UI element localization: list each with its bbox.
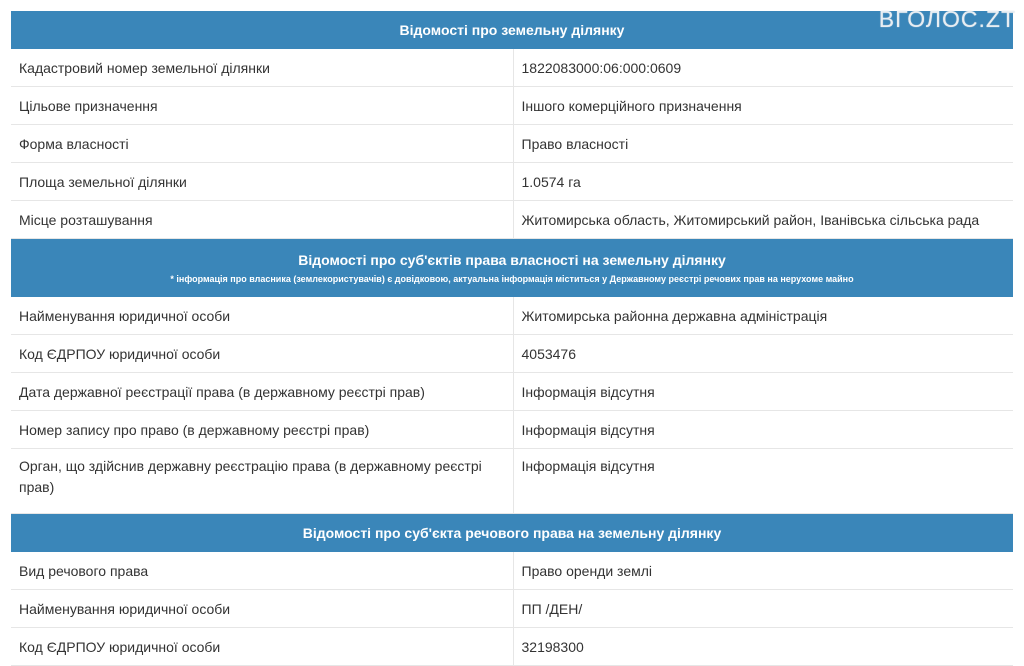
table-row [11, 297, 1013, 335]
row-value: Інформація відсутня [513, 411, 1013, 449]
table-row [11, 163, 1013, 201]
table-row [11, 449, 1013, 514]
row-value: Інформація відсутня [513, 373, 1013, 411]
row-key: Кадастровий номер земельної ділянки [11, 49, 513, 87]
table-row [11, 411, 1013, 449]
land-info-container [11, 10, 1013, 666]
section-header-land [11, 11, 1013, 50]
table-row [11, 373, 1013, 411]
table-row [11, 201, 1013, 239]
row-value: Іншого комерційного призначення [513, 87, 1013, 125]
row-value: Право оренди землі [513, 552, 1013, 590]
section-title [11, 239, 1013, 298]
row-value: Житомирська районна державна адміністрація [513, 297, 1013, 335]
row-value: 1.0574 га [513, 163, 1013, 201]
row-key: Площа земельної ділянки [11, 163, 513, 201]
row-value: ПП /ДЕН/ [513, 590, 1013, 628]
row-key: Вид речового права [11, 552, 513, 590]
section-header-rights [11, 514, 1013, 553]
row-key: Найменування юридичної особи [11, 297, 513, 335]
row-value: Інформація відсутня [513, 449, 1013, 514]
section-title-text: Відомості про суб'єктів права власності на земельну ділянку [298, 252, 726, 268]
row-value: 4053476 [513, 335, 1013, 373]
table-row [11, 590, 1013, 628]
section-title [11, 514, 1013, 553]
table-row [11, 49, 1013, 87]
row-value: Житомирська область, Житомирський район, Іванівська сільська рада [513, 201, 1013, 239]
land-info-table [11, 10, 1013, 666]
section-title-text: Відомості про земельну ділянку [399, 22, 625, 38]
row-key: Дата державної реєстрації права (в державному реєстрі прав) [11, 373, 513, 411]
row-key: Найменування юридичної особи [11, 590, 513, 628]
table-row [11, 335, 1013, 373]
row-value: Право власності [513, 125, 1013, 163]
section-title-text: Відомості про суб'єкта речового права на земельну ділянку [302, 525, 722, 541]
table-row [11, 552, 1013, 590]
row-key: Код ЄДРПОУ юридичної особи [11, 628, 513, 666]
watermark-logo: ВГОЛОС.ZT [878, 6, 1016, 32]
section-title [11, 11, 1013, 50]
table-row [11, 87, 1013, 125]
table-row [11, 628, 1013, 666]
row-key: Форма власності [11, 125, 513, 163]
row-key: Цільове призначення [11, 87, 513, 125]
row-value: 32198300 [513, 628, 1013, 666]
section-note: * інформація про власника (землекористувачів) є довідковою, актуальна інформація міститься у Державному реєстрі речових прав на нерухоме майно [170, 274, 854, 284]
row-value: 1822083000:06:000:0609 [513, 49, 1013, 87]
table-row [11, 125, 1013, 163]
section-header-owners [11, 239, 1013, 298]
row-key: Код ЄДРПОУ юридичної особи [11, 335, 513, 373]
row-key: Місце розташування [11, 201, 513, 239]
row-key: Номер запису про право (в державному реєстрі прав) [11, 411, 513, 449]
row-key: Орган, що здійснив державну реєстрацію права (в державному реєстрі прав) [11, 449, 513, 514]
